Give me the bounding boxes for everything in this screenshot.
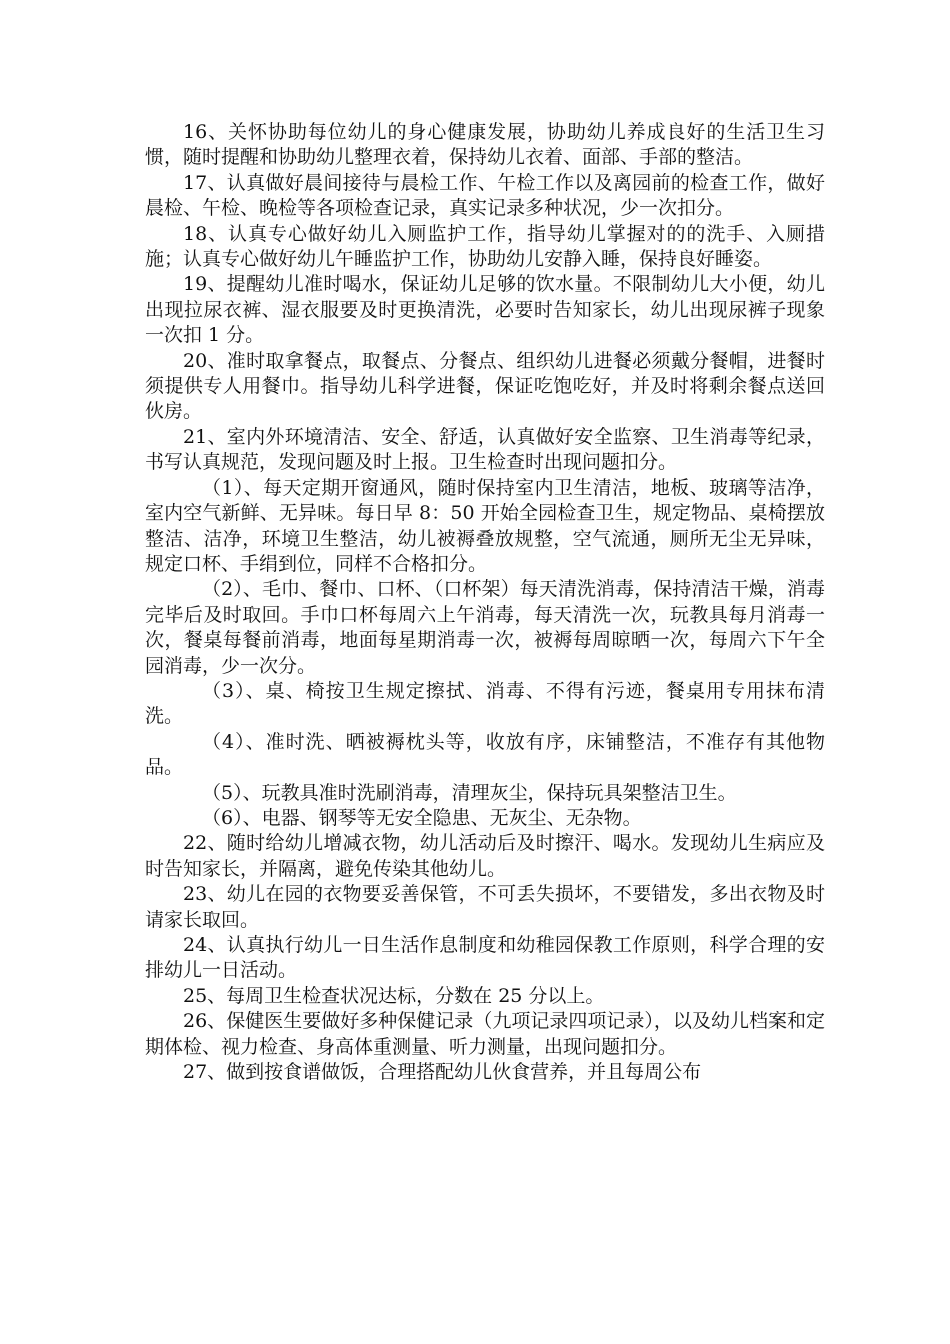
paragraph-21-item-5: （5）、玩教具准时洗刷消毒，清理灰尘，保持玩具架整洁卫生。 [202, 781, 737, 804]
paragraph-26: 26、保健医生要做好多种保健记录（九项记录四项记录），以及幼儿档案和定期体检、视力检查、身高体重测量、听力测量，出现问题扣分。 [145, 1010, 825, 1058]
paragraph-21-item-6: （6）、电器、钢琴等无安全隐患、无灰尘、无杂物。 [202, 806, 642, 829]
paragraph-25: 25、每周卫生检查状况达标，分数在 25 分以上。 [183, 984, 605, 1007]
paragraph-18: 18、认真专心做好幼儿入厕监护工作，指导幼儿掌握对的的洗手、入厕措施；认真专心做好幼儿午睡监护工作，协助幼儿安静入睡，保持良好睡姿。 [145, 222, 825, 271]
paragraph-24: 24、认真执行幼儿一日生活作息制度和幼稚园保教工作原则，科学合理的安排幼儿一日活动。 [145, 934, 825, 982]
paragraph-21-item-4: （4）、准时洗、晒被褥枕头等，收放有序，床铺整洁，不准存有其他物品。 [145, 730, 825, 779]
paragraph-16: 16、关怀协助每位幼儿的身心健康发展，协助幼儿养成良好的生活卫生习惯，随时提醒和协助幼儿整理衣着，保持幼儿衣着、面部、手部的整洁。 [145, 121, 825, 169]
paragraph-20: 20、准时取拿餐点，取餐点、分餐点、组织幼儿进餐必须戴分餐帽，进餐时须提供专人用餐巾。指导幼儿科学进餐，保证吃饱吃好，并及时将剩余餐点送回伙房。 [145, 349, 825, 423]
paragraph-21-item-3: （3）、桌、椅按卫生规定擦拭、消毒、不得有污迹，餐桌用专用抹布清洗。 [145, 679, 825, 728]
paragraph-21: 21、室内外环境清洁、安全、舒适，认真做好安全监察、卫生消毒等纪录，书写认真规范，发现问题及时上报。卫生检查时出现问题扣分。 [145, 425, 825, 474]
paragraph-27: 27、做到按食谱做饭，合理搭配幼儿伙食营养，并且每周公布 [183, 1061, 702, 1084]
paragraph-17: 17、认真做好晨间接待与晨检工作、午检工作以及离园前的检查工作，做好晨检、午检、晚检等各项检查记录，真实记录多种状况，少一次扣分。 [145, 171, 825, 220]
paragraph-21-item-2: （2）、毛巾、餐巾、口杯、（口杯架）每天清洗消毒，保持清洁干燥，消毒完毕后及时取回。手巾口杯每周六上午消毒，每天清洗一次，玩教具每月消毒一次，餐桌每餐前消毒，地面每星期消毒一次，被褥每周晾晒一次，每周六下午全园消毒，少一次分。 [145, 578, 825, 677]
document-body [145, 120, 825, 1085]
paragraph-21-item-1: （1）、每天定期开窗通风，随时保持室内卫生清洁，地板、玻璃等洁净，室内空气新鲜、无异味。每日早 8：50 开始全园检查卫生，规定物品、桌椅摆放整洁、洁净，环境卫生整洁，幼儿被褥叠放规整，空气流通，厕所无尘无异味，规定口杯、手绢到位，同样不合格扣分。 [145, 476, 825, 575]
paragraph-19: 19、提醒幼儿准时喝水，保证幼儿足够的饮水量。不限制幼儿大小便，幼儿出现拉尿衣裤、湿衣服要及时更换清洗，必要时告知家长，幼儿出现尿裤子现象一次扣 1 分。 [145, 273, 825, 347]
paragraph-22: 22、随时给幼儿增减衣物，幼儿活动后及时擦汗、喝水。发现幼儿生病应及时告知家长，并隔离，避免传染其他幼儿。 [145, 832, 825, 880]
paragraph-23: 23、幼儿在园的衣物要妥善保管，不可丢失损坏，不要错发，多出衣物及时请家长取回。 [145, 883, 825, 931]
